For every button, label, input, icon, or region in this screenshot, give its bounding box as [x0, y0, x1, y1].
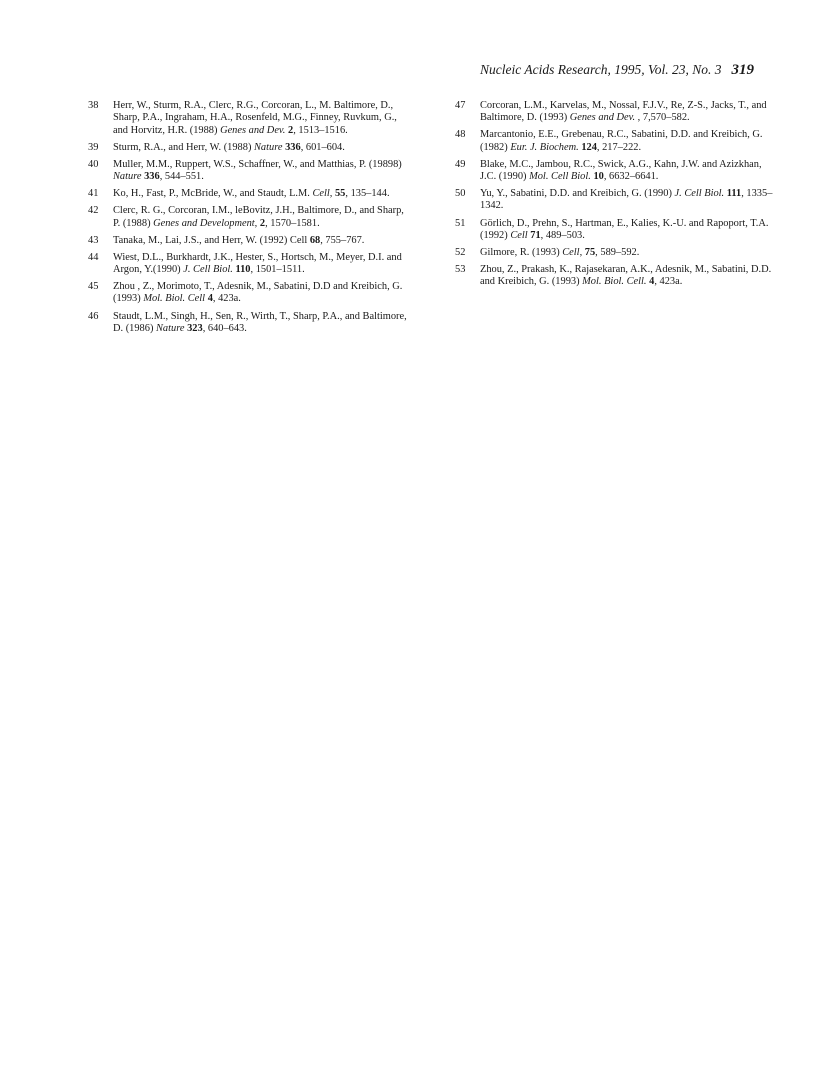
reference-journal: Genes and Dev. [220, 124, 286, 136]
reference-volume: 4 [649, 276, 655, 288]
reference-number: 40 [88, 158, 99, 170]
reference-text [113, 100, 397, 136]
reference-number: 46 [88, 310, 99, 322]
reference-number: 45 [88, 281, 99, 293]
reference-number: 47 [455, 100, 466, 111]
reference-entry [455, 264, 780, 289]
reference-pages: , 544–551. [159, 171, 204, 183]
reference-text [113, 235, 364, 246]
reference-text [480, 188, 772, 211]
reference-entry [455, 218, 780, 243]
reference-volume: 71 [530, 229, 541, 241]
journal-citation: Nucleic Acids Research, 1995, Vol. 23, No. 3 [480, 62, 722, 77]
reference-pages: , 489–503. [540, 229, 585, 241]
reference-authors: Tanaka, M., Lai, J.S., and Herr, W. (1992) Cell [113, 234, 310, 246]
reference-authors: Blake, M.C., Jambou, R.C., Swick, A.G., Kahn, J.W. and Azizkhan, J.C. (1990) [480, 158, 762, 183]
reference-journal: Nature [254, 141, 283, 153]
reference-text [113, 311, 407, 334]
reference-authors: Yu, Y., Sabatini, D.D. and Kreibich, G. (1990) [480, 188, 675, 200]
reference-journal: Eur. J. Biochem. [510, 141, 579, 153]
reference-authors: Marcantonio, E.E., Grebenau, R.C., Sabatini, D.D. and Kreibich, G. (1982) [480, 129, 763, 153]
reference-pages: , 589–592. [595, 246, 640, 258]
page-number: 319 [731, 62, 754, 78]
reference-pages: , 640–643. [202, 322, 247, 334]
reference-number: 49 [455, 158, 466, 170]
reference-text [480, 159, 762, 182]
reference-text [480, 129, 763, 152]
reference-volume: 2 [259, 217, 266, 229]
reference-volume: 55 [334, 188, 346, 200]
reference-text [113, 159, 402, 182]
reference-number: 38 [88, 100, 99, 111]
reference-journal: Cell, [312, 188, 333, 200]
reference-authors: Sturm, R.A., and Herr, W. (1988) [113, 141, 254, 153]
reference-entry [455, 188, 780, 213]
reference-number: 44 [88, 251, 99, 263]
reference-authors: Zhou, Z., Prakash, K., Rajasekaran, A.K., Adesnik, M., Sabatini, D.D. and Kreibich, G. (1993) [480, 264, 772, 288]
reference-journal: Nature [156, 322, 185, 334]
reference-journal: J. Cell Biol. [183, 264, 233, 276]
reference-entry [88, 235, 413, 247]
reference-authors: Corcoran, L.M., Karvelas, M., Nossal, F.J.V., Re, Z-S., Jacks, T., and Baltimore, D. (1993) [480, 100, 767, 124]
reference-entry [455, 129, 780, 154]
reference-text [480, 100, 767, 123]
reference-number: 52 [455, 246, 466, 258]
reference-number: 48 [455, 129, 466, 141]
reference-number: 43 [88, 234, 99, 246]
reference-pages: , 423a. [212, 293, 241, 305]
reference-authors: Gilmore, R. (1993) [480, 246, 563, 258]
reference-volume: 336 [144, 171, 160, 183]
reference-pages: , 423a. [654, 276, 683, 288]
reference-pages: , 601–604. [300, 141, 345, 153]
reference-pages: , 217–222. [596, 141, 642, 153]
reference-number: 50 [455, 188, 466, 200]
reference-number: 39 [88, 141, 99, 153]
reference-text [480, 247, 639, 258]
reference-volume: 124 [581, 141, 597, 153]
reference-text [113, 252, 402, 275]
reference-text [480, 218, 768, 241]
reference-journal: J. Cell Biol. [674, 188, 725, 200]
reference-volume: 2 [287, 124, 294, 136]
reference-authors: Staudt, L.M., Singh, H., Sen, R., Wirth, T., Sharp, P.A., and Baltimore, D. (1986) [113, 310, 407, 334]
reference-journal: Genes and Dev. [569, 112, 636, 124]
reference-pages: , 755–767. [320, 234, 365, 246]
reference-authors: Muller, M.M., Ruppert, W.S., Schaffner, W., and Matthias, P. (19898) [113, 158, 402, 170]
reference-entry [88, 281, 413, 306]
reference-text [113, 188, 390, 199]
reference-number: 41 [88, 188, 99, 200]
reference-authors: Ko, H., Fast, P., McBride, W., and Staudt, L.M. [113, 188, 313, 200]
reference-authors: Clerc, R. G., Corcoran, I.M., leBovitz, J.H., Baltimore, D., and Sharp, P. (1988) [113, 205, 404, 229]
reference-volume: 75 [584, 246, 596, 258]
reference-volume: 111 [726, 188, 742, 200]
reference-journal: Nature [113, 171, 142, 183]
reference-journal: Cell, [562, 246, 583, 258]
reference-authors: Görlich, D., Prehn, S., Hartman, E., Kalies, K.-U. and Rapoport, T.A. (1992) [480, 217, 769, 241]
reference-text [480, 264, 771, 287]
reference-pages: , 1570–1581. [265, 217, 320, 229]
reference-number: 51 [455, 217, 466, 229]
reference-volume: 336 [285, 141, 301, 153]
reference-entry [455, 159, 780, 184]
reference-journal: Mol. Biol. Cell. [582, 276, 647, 288]
reference-volume: 110 [235, 264, 251, 276]
reference-volume: 323 [187, 322, 203, 334]
reference-entry [88, 188, 413, 200]
reference-entry [88, 311, 413, 336]
reference-journal: Mol. Biol. Cell [143, 293, 206, 305]
reference-pages: , 1335–1342. [480, 188, 773, 212]
reference-journal: Cell [510, 229, 528, 241]
reference-text [113, 142, 345, 153]
reference-pages: , 1513–1516. [293, 124, 348, 136]
reference-entry [455, 247, 780, 259]
reference-number: 42 [88, 205, 99, 217]
running-header [480, 62, 754, 79]
reference-volume: 4 [207, 293, 213, 305]
reference-text [113, 205, 404, 228]
reference-authors: Wiest, D.L., Burkhardt, J.K., Hester, S., Hortsch, M., Meyer, D.I. and Argon, Y.(1990) [113, 251, 402, 276]
reference-pages: , 7,570–582. [637, 112, 690, 124]
reference-journal: Mol. Cell Biol. [529, 171, 591, 183]
reference-pages: , 6632–6641. [603, 171, 659, 183]
reference-entry [88, 100, 413, 137]
reference-authors: Herr, W., Sturm, R.A., Clerc, R.G., Corcoran, L., M. Baltimore, D., Sharp, P.A., Ingraham, H.A., Rosenfeld, M.G., Finney, Ruvkum, G., and Horvitz, H.R. (1988) [113, 100, 397, 136]
reference-entry [88, 252, 413, 277]
reference-volume: 10 [593, 171, 604, 183]
reference-authors: Zhou , Z., Morimoto, T., Adesnik, M., Sabatini, D.D and Kreibich, G. (1993) [113, 281, 403, 305]
references-right-column [455, 100, 780, 293]
references-left-column [88, 100, 413, 340]
reference-entry [88, 205, 413, 230]
reference-entry [455, 100, 780, 125]
reference-volume: 68 [309, 234, 321, 246]
reference-journal: Genes and Development, [153, 217, 258, 229]
reference-text [113, 281, 402, 304]
reference-number: 53 [455, 264, 466, 276]
reference-entry [88, 159, 413, 184]
reference-pages: , 1501–1511. [250, 264, 305, 276]
reference-pages: , 135–144. [345, 188, 390, 200]
reference-entry [88, 142, 413, 154]
